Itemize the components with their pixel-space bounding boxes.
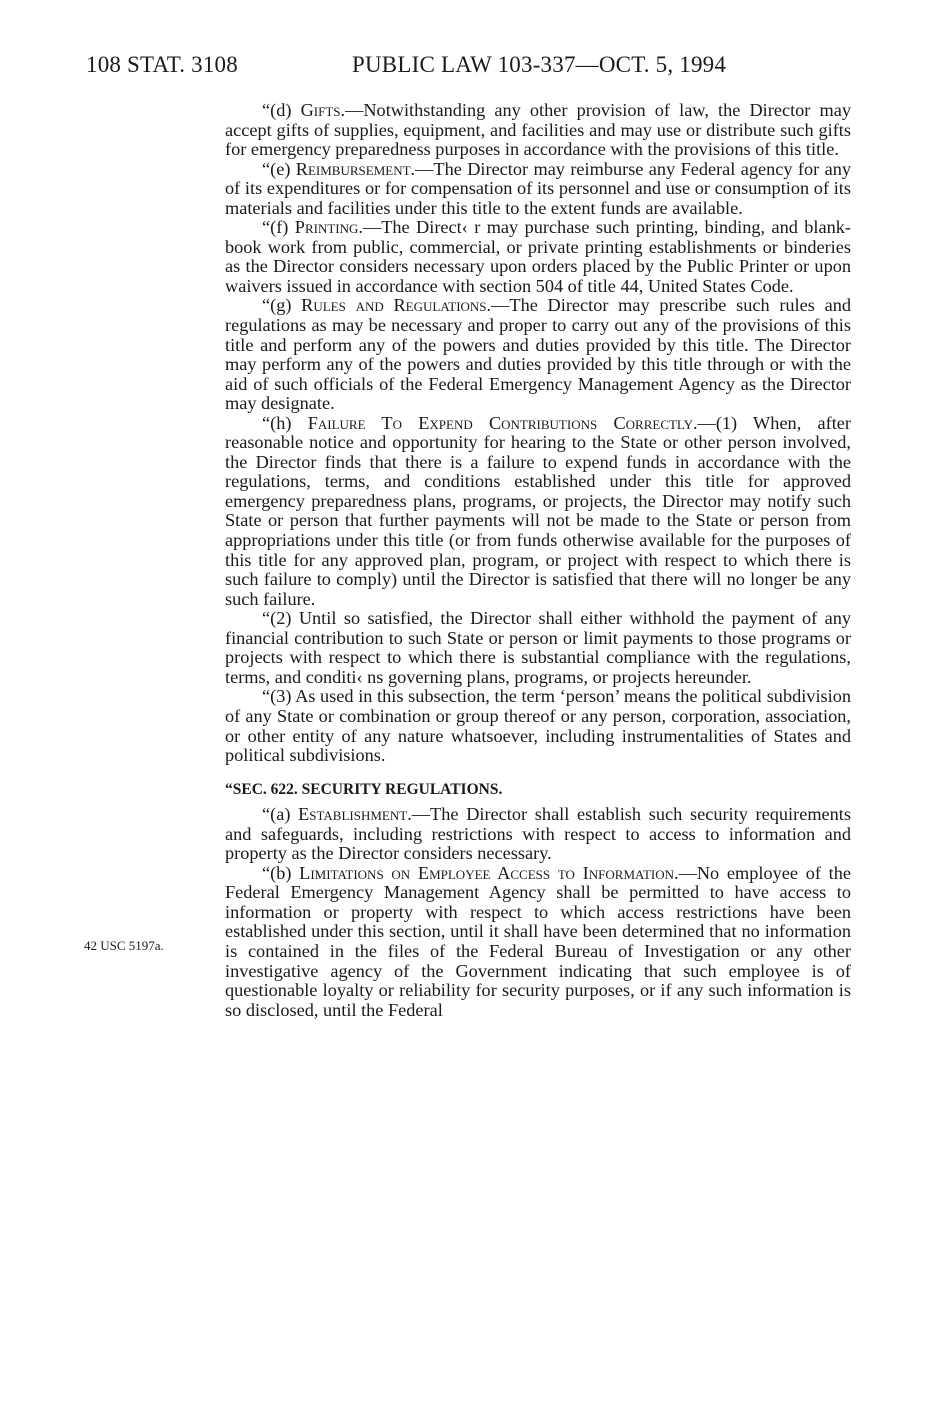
page-statute-number: 108 STAT. 3108 <box>86 52 238 77</box>
paragraph-text: .—The Director may reimburse any Federal agency for any of its expenditures or for compensation of its personnel and use or consumption of its materials and facilities under this title to the extent funds are available. <box>225 158 851 218</box>
paragraph-text: .—The Director shall establish such security requirements and safeguards, including restrictions with respect to access to information and property as the Director considers necessary. <box>225 804 851 864</box>
paragraph-designation: “(3) <box>262 686 296 707</box>
paragraph-text: .—The Direct‹ r may purchase such printing, binding, and blank-book work from public, commercial, or private printing establishments or binderies as the Director considers necessary upon orders placed by the Public Printer or upon waivers issued in accordance with section 504 of title 44, United States Code. <box>225 217 851 296</box>
paragraph-designation: “(e) <box>262 158 296 179</box>
paragraph-designation: “(d) <box>262 100 301 120</box>
paragraph-heading: Gifts <box>300 100 341 120</box>
paragraph-heading: Establishment <box>298 804 408 825</box>
paragraph-designation: “(b) <box>262 862 300 883</box>
paragraph <box>225 218 851 296</box>
paragraph <box>225 864 851 1020</box>
paragraph-designation: “(2) <box>262 608 299 629</box>
paragraph-heading: Limitations on Employee Access to Information <box>299 862 674 883</box>
paragraph-text: As used in this subsection, the term ‘person’ means the political subdivision of any State or combination or group thereof or any person, corporation, association, or other entity of any nature whatsoever, including instrumentalities of States and political subdivisions. <box>225 686 852 766</box>
paragraph <box>225 414 851 609</box>
paragraph-heading: Failure To Expend Contributions Correctly <box>307 412 693 433</box>
paragraph <box>225 296 851 413</box>
paragraph-heading: Reimbursement <box>295 158 411 179</box>
paragraphs-after-section <box>225 805 851 1020</box>
paragraph-designation: “(h) <box>262 412 308 433</box>
body-text <box>225 101 851 1020</box>
paragraph-designation: “(g) <box>262 295 302 316</box>
margin-citation: 42 USC 5197a. <box>84 938 164 953</box>
paragraph-heading: Rules and Regulations <box>301 295 487 316</box>
paragraph <box>225 101 851 160</box>
paragraph-designation: “(f) <box>262 217 295 238</box>
paragraphs-before-section <box>225 101 851 766</box>
paragraph-text: .—(1) When, after reasonable notice and opportunity for hearing to the State or other person involved, the Director finds that there is a failure to expend funds in accordance with the regulations, terms, and conditions established under this title for approved emergency preparedness plans, programs, or projects, the Director may notify such State or person that further payments will not be made to the State or person from appropriations under this title (or from funds otherwise available for the purposes of this title for any approved plan, program, or project with respect to which there is such failure to comply) until the Director is satisfied that there will no longer be any such failure. <box>225 412 851 609</box>
paragraph-text: .—Notwithstanding any other provision of law, the Director may accept gifts of supplies, equipment, and facilities and may use or distribute such gifts for emergency preparedness purposes in accordance with the provisions of this title. <box>225 100 851 160</box>
paragraph <box>225 805 851 864</box>
paragraph-text: .—The Director may prescribe such rules and regulations as may be necessary and proper to carry out any of the provisions of this title and perform any of the powers and duties provided by this title. The Director may perform any of the powers and duties provided by this title through or with the aid of such officials of the Federal Emergency Management Agency as the Director may designate. <box>225 295 851 414</box>
section-heading: “SEC. 622. SECURITY REGULATIONS. <box>225 780 503 798</box>
paragraph-text: .—No employee of the Federal Emergency Management Agency shall be permitted to have access to information or property with respect to which access restrictions have been established under this section, until it shall have been determined that no information is contained in the files of the Federal Bureau of Investigation or any other investigative agency of the Government indicating that such employee is of questionable loyalty or reliability for security purposes, or if any such information is so disclosed, until the Federal <box>225 862 851 1020</box>
paragraph-text: Until so satisfied, the Director shall either withhold the payment of any financial contribution to such State or person or limit payments to those programs or projects with respect to which there is substantial compliance with the regulations, terms, and conditi‹ ns governing plans, programs, or projects hereunder. <box>225 608 851 687</box>
paragraph-heading: Printing <box>294 217 359 238</box>
paragraph <box>225 160 851 219</box>
running-header-title: PUBLIC LAW 103-337—OCT. 5, 1994 <box>352 52 727 77</box>
paragraph <box>225 687 851 765</box>
paragraph-designation: “(a) <box>262 804 299 825</box>
paragraph <box>225 609 851 687</box>
